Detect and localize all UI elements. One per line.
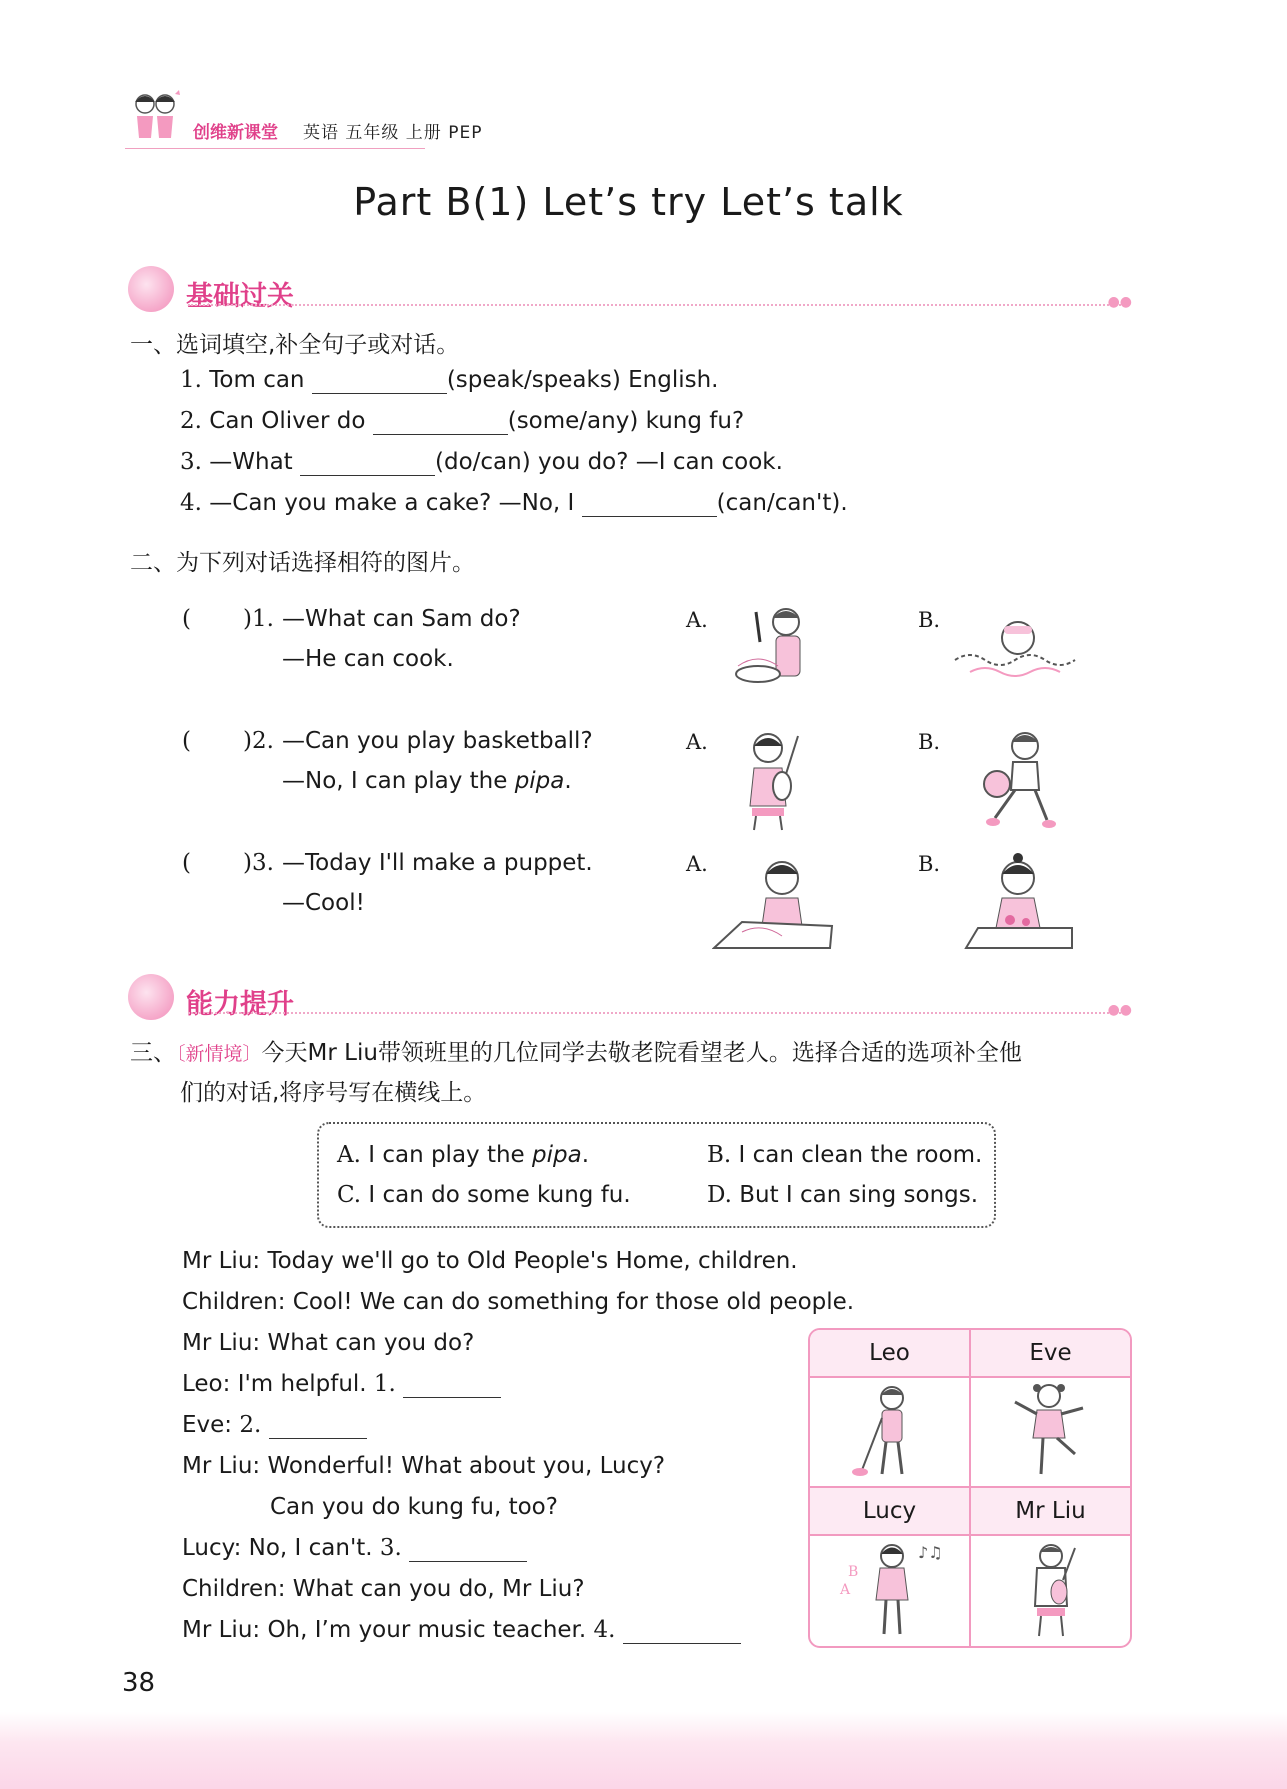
section-header-advanced	[128, 974, 1132, 1024]
q1-item	[180, 408, 744, 435]
basketball-picture[interactable]	[975, 728, 1061, 832]
dialogue-line: Children: What can you do, Mr Liu?	[182, 1576, 585, 1602]
item-number: 3.	[180, 449, 202, 475]
q3-heading	[130, 1034, 1140, 1067]
item-text: (can/can't).	[716, 490, 848, 516]
name-mr-liu: Mr Liu	[971, 1488, 1130, 1534]
dialogue-line: Mr Liu: What can you do?	[182, 1330, 475, 1356]
answer-paren[interactable]: ( )2.	[182, 728, 274, 754]
section-badge-icon	[128, 266, 174, 312]
girl-puppet-picture[interactable]	[960, 850, 1078, 952]
option-a-label: A.	[686, 852, 708, 876]
dotted-divider	[188, 1012, 1128, 1014]
dialogue-line: —No, I can play the pipa.	[282, 768, 572, 794]
girl-pipa-picture[interactable]	[738, 728, 808, 832]
item-text: Tom can	[209, 367, 305, 393]
dialogue-line: Mr Liu: Wonderful! What about you, Lucy?	[182, 1453, 666, 1479]
name-lucy: Lucy	[810, 1488, 969, 1534]
q3-heading-cont: 们的对话,将序号写在横线上。	[180, 1080, 487, 1106]
option-d: D. But I can sing songs.	[707, 1182, 979, 1208]
swimming-picture[interactable]	[950, 610, 1085, 690]
dialogue-line: Children: Cool! We can do something for those old people.	[182, 1289, 855, 1315]
q1-item	[180, 449, 783, 476]
kids-logo-icon	[125, 88, 187, 150]
item-text: (some/any) kung fu?	[507, 408, 745, 434]
lucy-singing-picture	[810, 1536, 969, 1646]
answer-blank[interactable]	[312, 367, 447, 394]
option-b-label: B.	[918, 730, 941, 754]
dialogue-line: Eve: 2.	[182, 1412, 367, 1439]
dots-ornament-icon: ●●	[1107, 1002, 1132, 1018]
dialogue-line: Can you do kung fu, too?	[270, 1494, 558, 1520]
answer-blank[interactable]	[403, 1371, 501, 1398]
new-context-tag: 〔新情境〕	[176, 1043, 262, 1065]
section-badge-icon	[128, 974, 174, 1020]
header-rule	[125, 148, 425, 149]
dialogue-line: Leo: I'm helpful. 1.	[182, 1371, 501, 1398]
q2-heading: 二、为下列对话选择相符的图片。	[130, 550, 475, 576]
item-text: —What	[209, 449, 293, 475]
item-text: (speak/speaks) English.	[446, 367, 719, 393]
dialogue-line: Mr Liu: Today we'll go to Old People's Home, children.	[182, 1248, 798, 1274]
section-label: 基础过关	[186, 281, 294, 312]
eve-kungfu-picture	[971, 1378, 1130, 1488]
options-box	[317, 1122, 996, 1228]
option-b: B. I can clean the room.	[707, 1142, 983, 1168]
dialogue-line: —Today I'll make a puppet.	[282, 850, 593, 876]
character-table	[808, 1328, 1132, 1648]
item-text: Can Oliver do	[209, 408, 366, 434]
item-number: 1.	[180, 367, 202, 393]
dialogue-line: —Cool!	[282, 890, 365, 916]
item-number: 2.	[180, 408, 202, 434]
option-c: C. I can do some kung fu.	[337, 1182, 631, 1208]
answer-paren[interactable]: ( )1.	[182, 606, 274, 632]
book-header	[125, 88, 525, 158]
dots-ornament-icon: ●●	[1107, 294, 1132, 310]
option-a: A. I can play the pipa.	[337, 1142, 590, 1168]
dialogue-line: Lucy: No, I can't. 3.	[182, 1535, 527, 1562]
leo-cleaning-picture	[810, 1378, 969, 1488]
page-title: Part B(1) Let’s try Let’s talk	[353, 180, 904, 224]
dialogue-line: —He can cook.	[282, 646, 454, 672]
dialogue-line: Mr Liu: Oh, I’m your music teacher. 4.	[182, 1617, 741, 1644]
item-text: —Can you make a cake? —No, I	[209, 490, 575, 516]
dialogue-line: —What can Sam do?	[282, 606, 521, 632]
name-leo: Leo	[810, 1330, 969, 1376]
q3-text: 今天Mr Liu带领班里的几位同学去敬老院看望老人。选择合适的选项补全他	[261, 1040, 1022, 1066]
answer-blank[interactable]	[582, 490, 717, 517]
page-number: 38	[122, 1668, 156, 1698]
item-number: 4.	[180, 490, 202, 516]
q1-item	[180, 367, 718, 394]
answer-blank[interactable]	[300, 449, 435, 476]
answer-blank[interactable]	[269, 1412, 367, 1439]
q1-item	[180, 490, 848, 517]
svg-text:A: A	[840, 1582, 851, 1598]
item-text: (do/can) you do? —I can cook.	[435, 449, 783, 475]
option-a-label: A.	[686, 608, 708, 632]
footer-band	[0, 1712, 1287, 1789]
answer-paren[interactable]: ( )3.	[182, 850, 274, 876]
option-b-label: B.	[918, 608, 941, 632]
answer-blank[interactable]	[373, 408, 508, 435]
svg-text:B: B	[848, 1564, 859, 1580]
section-label: 能力提升	[186, 989, 294, 1020]
boy-cooking-picture[interactable]	[728, 604, 828, 692]
option-a-label: A.	[686, 730, 708, 754]
answer-blank[interactable]	[409, 1535, 527, 1562]
section-header-basic	[128, 266, 1132, 316]
svg-text:♪♫: ♪♫	[918, 1543, 943, 1562]
q3-number: 三、	[130, 1040, 176, 1066]
answer-blank[interactable]	[623, 1617, 741, 1644]
option-b-label: B.	[918, 852, 941, 876]
girl-drawing-picture[interactable]	[712, 852, 840, 952]
name-eve: Eve	[971, 1330, 1130, 1376]
mr-liu-pipa-picture	[971, 1536, 1130, 1646]
q1-heading: 一、选词填空,补全句子或对话。	[130, 332, 460, 358]
brand-name: 创维新课堂	[193, 123, 278, 143]
dotted-divider	[188, 304, 1128, 306]
book-info: 英语 五年级 上册 PEP	[303, 123, 483, 143]
dialogue-line: —Can you play basketball?	[282, 728, 593, 754]
